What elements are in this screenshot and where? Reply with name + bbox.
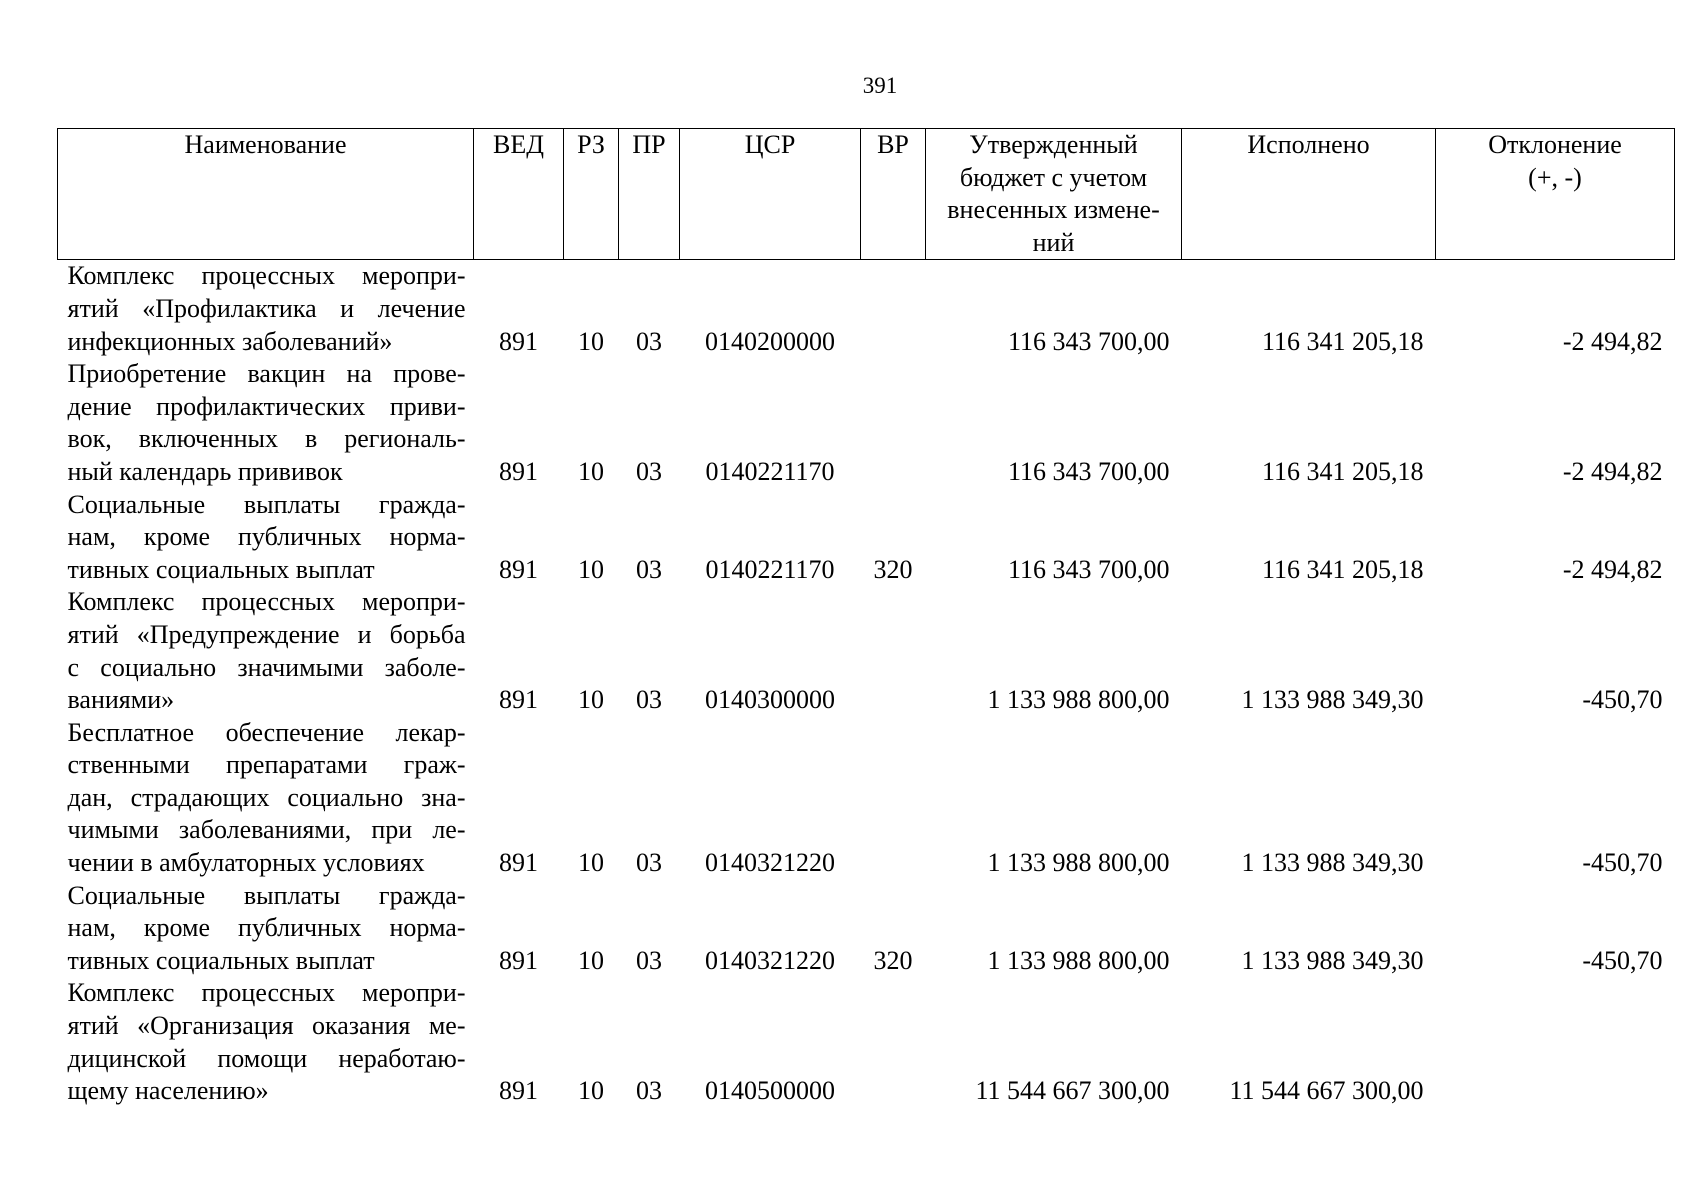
table-row xyxy=(58,977,1675,1107)
row-name-line: Социальные выплаты гражда- xyxy=(67,489,466,519)
table-row xyxy=(58,880,1675,978)
row-vr xyxy=(861,586,926,716)
row-ved: 891 xyxy=(499,554,538,584)
table-row xyxy=(58,358,1675,488)
row-executed: 116 341 205,18 xyxy=(1261,326,1424,356)
row-approved: 1 133 988 800,00 xyxy=(987,685,1170,715)
row-name-line: тивных социальных выплат xyxy=(67,945,375,975)
row-name-line: ваниями» xyxy=(67,685,175,715)
header-ved: ВЕД xyxy=(474,129,564,260)
row-vr xyxy=(861,260,926,358)
header-approved-line: внесенных измене- xyxy=(947,195,1160,225)
row-ved: 891 xyxy=(499,945,538,975)
row-rz: 10 xyxy=(578,1076,604,1106)
row-name xyxy=(58,260,474,358)
row-name-line: тивных социальных выплат xyxy=(67,554,375,584)
row-approved: 116 343 700,00 xyxy=(1007,456,1170,486)
row-executed: 1 133 988 349,30 xyxy=(1241,685,1424,715)
row-deviation: -2 494,82 xyxy=(1562,456,1663,486)
row-name-line: Комплекс процессных меропри- xyxy=(67,587,466,617)
row-csr: 0140221170 xyxy=(705,554,835,584)
row-ved: 891 xyxy=(499,685,538,715)
header-csr: ЦСР xyxy=(680,129,861,260)
row-rz: 10 xyxy=(578,456,604,486)
row-name xyxy=(58,586,474,716)
row-pr: 03 xyxy=(636,456,662,486)
row-name-line: вок, включенных в региональ- xyxy=(67,424,466,454)
header-deviation-line: (+, -) xyxy=(1528,162,1582,192)
row-name xyxy=(58,717,474,880)
row-csr: 0140321220 xyxy=(705,848,835,878)
row-csr: 0140500000 xyxy=(705,1076,835,1106)
table-row xyxy=(58,260,1675,358)
row-csr: 0140200000 xyxy=(705,326,835,356)
header-name: Наименование xyxy=(58,129,474,260)
row-approved: 11 544 667 300,00 xyxy=(975,1076,1170,1106)
table-body xyxy=(58,260,1675,1108)
budget-table xyxy=(57,128,1675,1108)
row-name-line: ный календарь прививок xyxy=(67,456,343,486)
row-pr: 03 xyxy=(636,1076,662,1106)
row-approved: 116 343 700,00 xyxy=(1007,554,1170,584)
row-csr: 0140300000 xyxy=(705,685,835,715)
row-name-line: с социально значимыми заболе- xyxy=(67,652,466,682)
row-pr: 03 xyxy=(636,326,662,356)
row-csr: 0140221170 xyxy=(705,456,835,486)
row-name-line: ственными препаратами граж- xyxy=(67,750,466,780)
page-number: 391 xyxy=(862,73,898,98)
row-approved: 1 133 988 800,00 xyxy=(987,945,1170,975)
row-name-line: Комплекс процессных меропри- xyxy=(67,978,466,1008)
row-name xyxy=(58,489,474,587)
row-pr: 03 xyxy=(636,945,662,975)
header-rz: РЗ xyxy=(564,129,619,260)
row-name-line: чимыми заболеваниями, при ле- xyxy=(67,815,466,845)
row-name-line: дан, страдающих социально зна- xyxy=(67,782,466,812)
row-deviation xyxy=(1436,977,1675,1107)
row-executed: 116 341 205,18 xyxy=(1261,554,1424,584)
row-name-line: ятий «Организация оказания ме- xyxy=(67,1011,466,1041)
header-approved-line: ний xyxy=(1032,227,1075,257)
row-name xyxy=(58,880,474,978)
row-rz: 10 xyxy=(578,326,604,356)
row-ved: 891 xyxy=(499,326,538,356)
row-deviation: -450,70 xyxy=(1582,685,1663,715)
row-vr: 320 xyxy=(873,945,913,975)
row-name xyxy=(58,977,474,1107)
row-deviation: -450,70 xyxy=(1582,848,1663,878)
header-approved xyxy=(926,129,1182,260)
row-name-line: Приобретение вакцин на прове- xyxy=(67,359,466,389)
row-csr: 0140321220 xyxy=(705,945,835,975)
row-executed: 116 341 205,18 xyxy=(1261,456,1424,486)
row-rz: 10 xyxy=(578,848,604,878)
row-name-line: нам, кроме публичных норма- xyxy=(67,913,466,943)
header-deviation-line: Отклонение xyxy=(1488,130,1622,159)
row-pr: 03 xyxy=(636,848,662,878)
row-executed: 1 133 988 349,30 xyxy=(1241,945,1424,975)
row-deviation: -2 494,82 xyxy=(1562,326,1663,356)
table-row xyxy=(58,489,1675,587)
row-name xyxy=(58,358,474,488)
header-executed: Исполнено xyxy=(1182,129,1436,260)
row-rz: 10 xyxy=(578,945,604,975)
row-pr: 03 xyxy=(636,685,662,715)
table-header xyxy=(58,129,1675,260)
row-name-line: щему населению» xyxy=(67,1076,269,1106)
table-row xyxy=(58,586,1675,716)
row-vr xyxy=(861,358,926,488)
row-name-line: Комплекс процессных меропри- xyxy=(67,261,466,291)
row-pr: 03 xyxy=(636,554,662,584)
row-vr xyxy=(861,977,926,1107)
row-approved: 116 343 700,00 xyxy=(1007,326,1170,356)
row-rz: 10 xyxy=(578,685,604,715)
row-ved: 891 xyxy=(499,456,538,486)
header-approved-line: бюджет с учетом xyxy=(959,162,1148,192)
table-row xyxy=(58,717,1675,880)
header-pr: ПР xyxy=(619,129,680,260)
row-name-line: ятий «Профилактика и лечение xyxy=(67,293,466,323)
row-name-line: ятий «Предупреждение и борьба xyxy=(67,619,466,649)
row-executed: 11 544 667 300,00 xyxy=(1229,1076,1424,1106)
row-name-line: нам, кроме публичных норма- xyxy=(67,522,466,552)
row-name-line: дицинской помощи неработаю- xyxy=(67,1043,466,1073)
row-vr: 320 xyxy=(873,554,913,584)
header-vr: ВР xyxy=(861,129,926,260)
row-name-line: Бесплатное обеспечение лекар- xyxy=(67,717,466,747)
row-name-line: инфекционных заболеваний» xyxy=(67,326,393,356)
row-executed: 1 133 988 349,30 xyxy=(1241,848,1424,878)
row-vr xyxy=(861,717,926,880)
row-deviation: -2 494,82 xyxy=(1562,554,1663,584)
row-name-line: дение профилактических приви- xyxy=(67,391,466,421)
row-name-line: Социальные выплаты гражда- xyxy=(67,880,466,910)
header-deviation xyxy=(1436,129,1675,260)
row-deviation: -450,70 xyxy=(1582,945,1663,975)
row-ved: 891 xyxy=(499,1076,538,1106)
row-name-line: чении в амбулаторных условиях xyxy=(67,848,425,878)
row-ved: 891 xyxy=(499,848,538,878)
row-approved: 1 133 988 800,00 xyxy=(987,848,1170,878)
row-rz: 10 xyxy=(578,554,604,584)
header-approved-line: Утвержденный xyxy=(969,130,1138,159)
